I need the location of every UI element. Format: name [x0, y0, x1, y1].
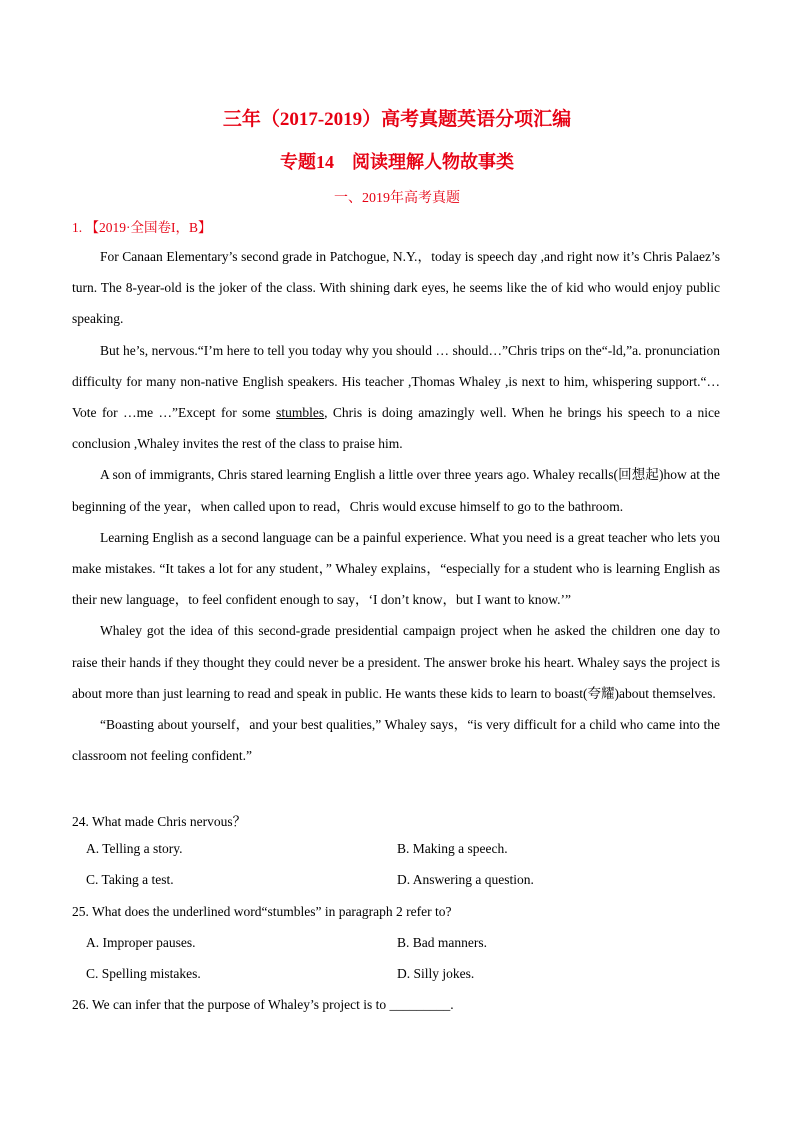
- paragraph-2: [72, 335, 720, 460]
- document-subtitle: 专题14 阅读理解人物故事类: [280, 152, 514, 172]
- option-25-d: D. Silly jokes.: [397, 966, 475, 981]
- option-24-a: A. Telling a story.: [86, 841, 183, 856]
- option-25-a: A. Improper pauses.: [86, 935, 196, 950]
- option-24-c: C. Taking a test.: [86, 872, 174, 887]
- paragraph-3: A son of immigrants, Chris stared learning English a little over three years ago. Whaley recalls(回想起)how at the beginning of the year，when called upon to read，Chris would excuse himself to go to the bathroom.: [72, 467, 720, 514]
- option-25-c: C. Spelling mistakes.: [86, 966, 201, 981]
- document-title: 三年（2017-2019）高考真题英语分项汇编: [222, 109, 572, 130]
- question-24: 24. What made Chris nervous？: [72, 814, 247, 829]
- paragraph-2-part-1: But he’s, nervous.“I’m here to tell you today why you should … should…”Chris trips on the“-ld,”a. pronunciation difficulty for many non-native English speakers. His teacher ,Thomas Whaley ,is next to him, whispering support.“…Vote for …me …”Except for some: [72, 342, 720, 421]
- question-25: 25. What does the underlined word“stumbles” in paragraph 2 refer to?: [72, 904, 452, 919]
- paragraph-4: Learning English as a second language can be a painful experience. What you need is a great teacher who lets you make mistakes. “It takes a lot for any student，” Whaley explains，“especially for a student who is learning English as their new language，to feel confident enough to say，‘I don’t know，but I want to know.’”: [72, 529, 720, 608]
- reading-passage: [72, 241, 720, 771]
- paragraph-5: Whaley got the idea of this second-grade presidential campaign project when he asked the children one day to raise their hands if they thought they could never be a president. The answer broke his heart. Whaley says the project is about more than just learning to read and speak in public. He wants these kids to learn to boast(夸耀)about themselves.: [72, 623, 720, 701]
- paragraph-6: “Boasting about yourself，and your best qualities,” Whaley says，“is very difficult for a child who came into the classroom not feeling confident.”: [72, 717, 720, 764]
- paragraph-2-part-2: , Chris is doing amazingly well. When he brings his speech to a nice conclusion ,Whaley invites the rest of the class to praise him.: [72, 405, 720, 452]
- underlined-word: stumbles: [276, 405, 325, 421]
- option-24-d: D. Answering a question.: [397, 872, 534, 887]
- option-24-b: B. Making a speech.: [397, 841, 508, 856]
- question-source: 1. 【2019·全国卷I，B】: [72, 220, 212, 235]
- option-25-b: B. Bad manners.: [397, 935, 487, 950]
- question-26: 26. We can infer that the purpose of Whaley’s project is to _________.: [72, 997, 454, 1012]
- paragraph-1: For Canaan Elementary’s second grade in Patchogue, N.Y.，today is speech day ,and right now it’s Chris Palaez’s turn. The 8-year-old is the joker of the class. With shining dark eyes, he seems like the of kid who would enjoy public speaking.: [72, 249, 720, 327]
- section-heading: 一、2019年高考真题: [334, 191, 460, 206]
